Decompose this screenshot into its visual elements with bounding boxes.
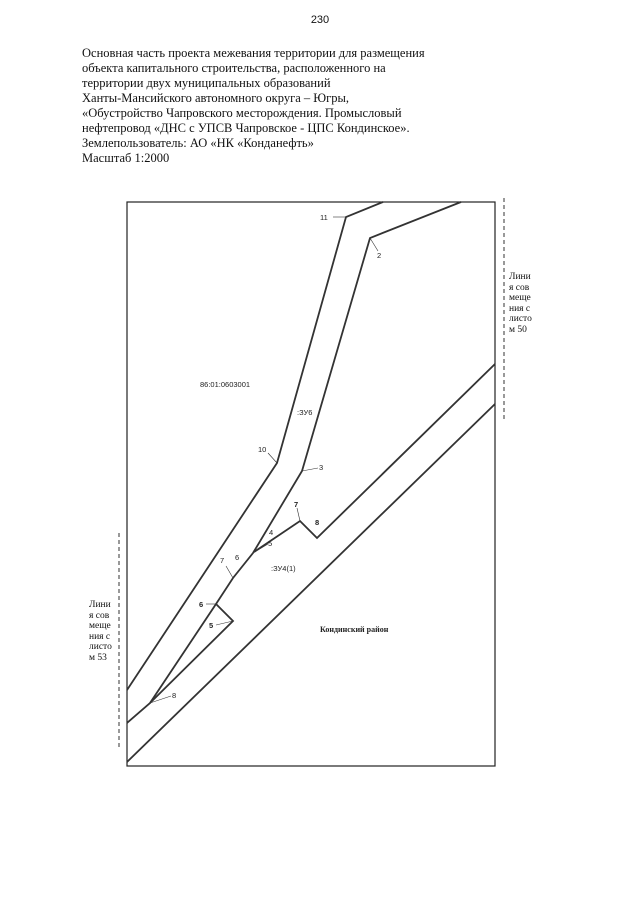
point-label: 11 [320, 213, 328, 222]
parcel-label: :ЗУ6 [297, 408, 313, 417]
cadastral-block-label: 86:01:0603001 [200, 380, 251, 389]
header-line: «Обустройство Чапровского месторождения. Промысловый [82, 106, 402, 120]
parcel-label: :ЗУ4(1) [271, 564, 296, 573]
district-label: Кондинский район [320, 625, 389, 634]
point-label: 10 [258, 445, 267, 454]
point-label: 8 [315, 518, 320, 527]
point-label: 4 [269, 528, 274, 537]
point-label: 6 [235, 553, 240, 562]
point-label: 8 [172, 691, 177, 700]
header-line: Основная часть проекта межевания территории для размещения [82, 46, 425, 60]
header-line: нефтепровод «ДНС с УПСВ Чапровское - ЦПС Кондинское». [82, 121, 410, 135]
page-number: 230 [310, 14, 330, 26]
point-label: 3 [319, 463, 324, 472]
header-line: объекта капитального строительства, расположенного на [82, 61, 386, 75]
boundary-left [127, 202, 383, 690]
point-label: 5 [209, 621, 214, 630]
map-frame [127, 202, 495, 766]
header-line: Ханты-Мансийского автономного округа – Югры, [82, 91, 350, 105]
alignment-note-right: Линия совмещения с листом 50 [509, 272, 532, 335]
boundary-lower [127, 404, 495, 762]
point-label: 7 [220, 556, 225, 565]
boundary-middle [127, 202, 461, 723]
point-label: 7 [294, 500, 299, 509]
header-line: Землепользователь: АО «НК «Конданефть» [82, 136, 314, 150]
header-line: Масштаб 1:2000 [82, 151, 170, 165]
header-line: территории двух муниципальных образований [82, 76, 331, 90]
point-label: 5 [268, 539, 273, 548]
alignment-note-left: Линия совмещения с листом 53 [89, 600, 112, 663]
point-label: 6 [199, 600, 204, 609]
boundary-notch [150, 604, 233, 703]
boundary-inner [254, 364, 495, 552]
point-label: 2 [377, 251, 382, 260]
